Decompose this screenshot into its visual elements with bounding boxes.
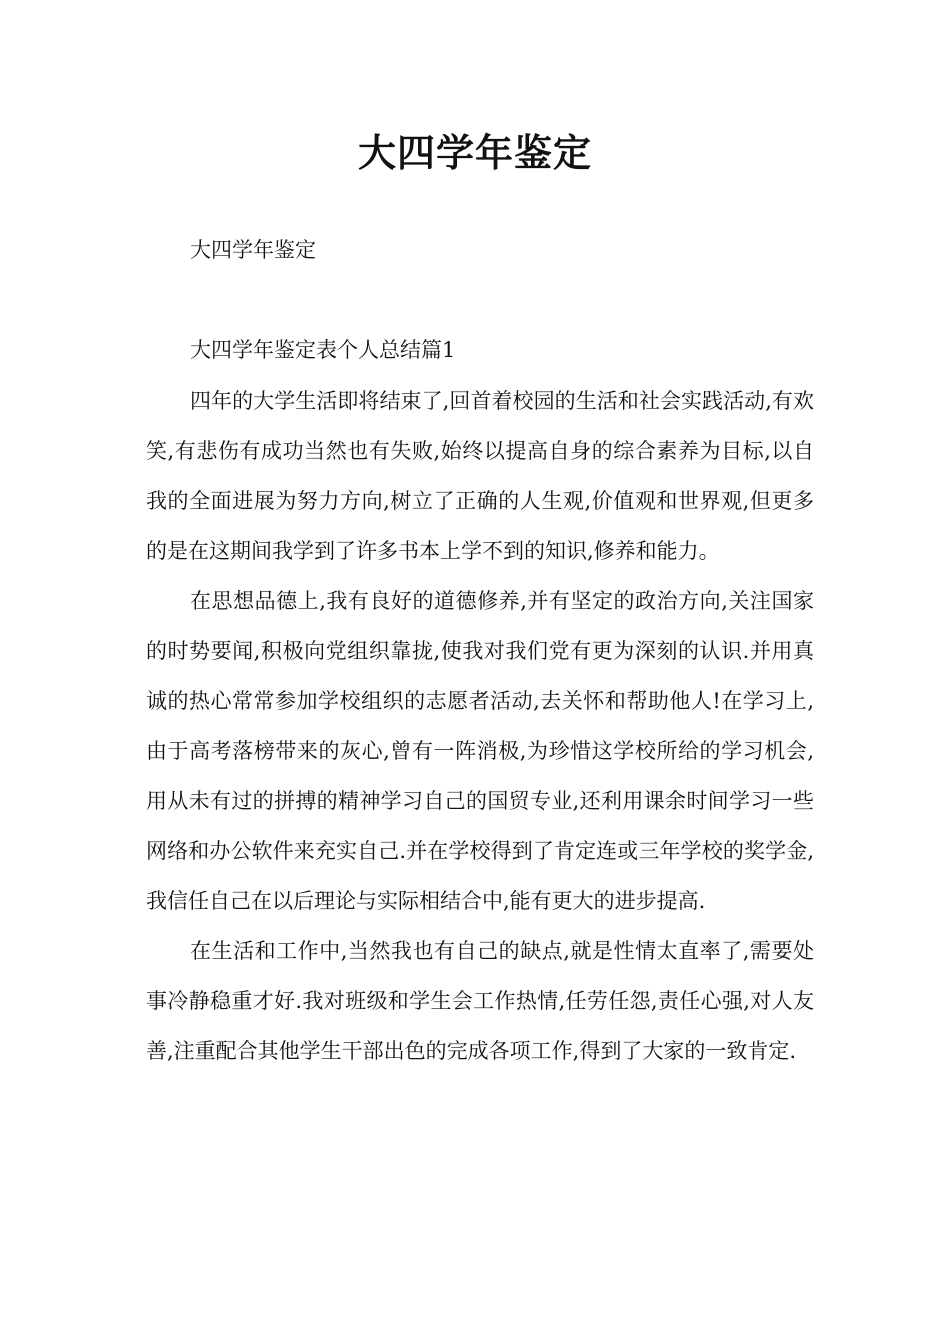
paragraph-2: 在思想品德上,我有良好的道德修养,并有坚定的政治方向,关注国家的时势要闻,积极向党组织靠拢,使我对我们党有更为深刻的认识.并用真诚的热心常常参加学校组织的志愿者活动,去关怀和帮助他人!在学习上,由于高考落榜带来的灰心,曾有一阵消极,为珍惜这学校所给的学习机会,用从未有过的拼搏的精神学习自己的国贸专业,还利用课余时间学习一些网络和办公软件来充实自己.并在学校得到了肯定连或三年学校的奖学金,我信任自己在以后理论与实际相结合中,能有更大的进步提高. (146, 589, 814, 913)
paragraph-3: 在生活和工作中,当然我也有自己的缺点,就是性情太直率了,需要处事冷静稳重才好.我对班级和学生会工作热情,任劳任怨,责任心强,对人友善,注重配合其他学生干部出色的完成各项工作,得到了大家的一致肯定. (146, 939, 814, 1063)
section-heading: 大四学年鉴定表个人总结篇1 (190, 338, 456, 362)
document-title: 大四学年鉴定 (357, 131, 592, 175)
document-subtitle: 大四学年鉴定 (190, 238, 316, 262)
paragraph-1: 四年的大学生活即将结束了,回首着校园的生活和社会实践活动,有欢笑,有悲伤有成功当然也有失败,始终以提高自身的综合素养为目标,以自我的全面进展为努力方向,树立了正确的人生观,价值观和世界观,但更多的是在这期间我学到了许多书本上学不到的知识,修养和能力。 (146, 389, 814, 563)
document-body (146, 334, 814, 1076)
